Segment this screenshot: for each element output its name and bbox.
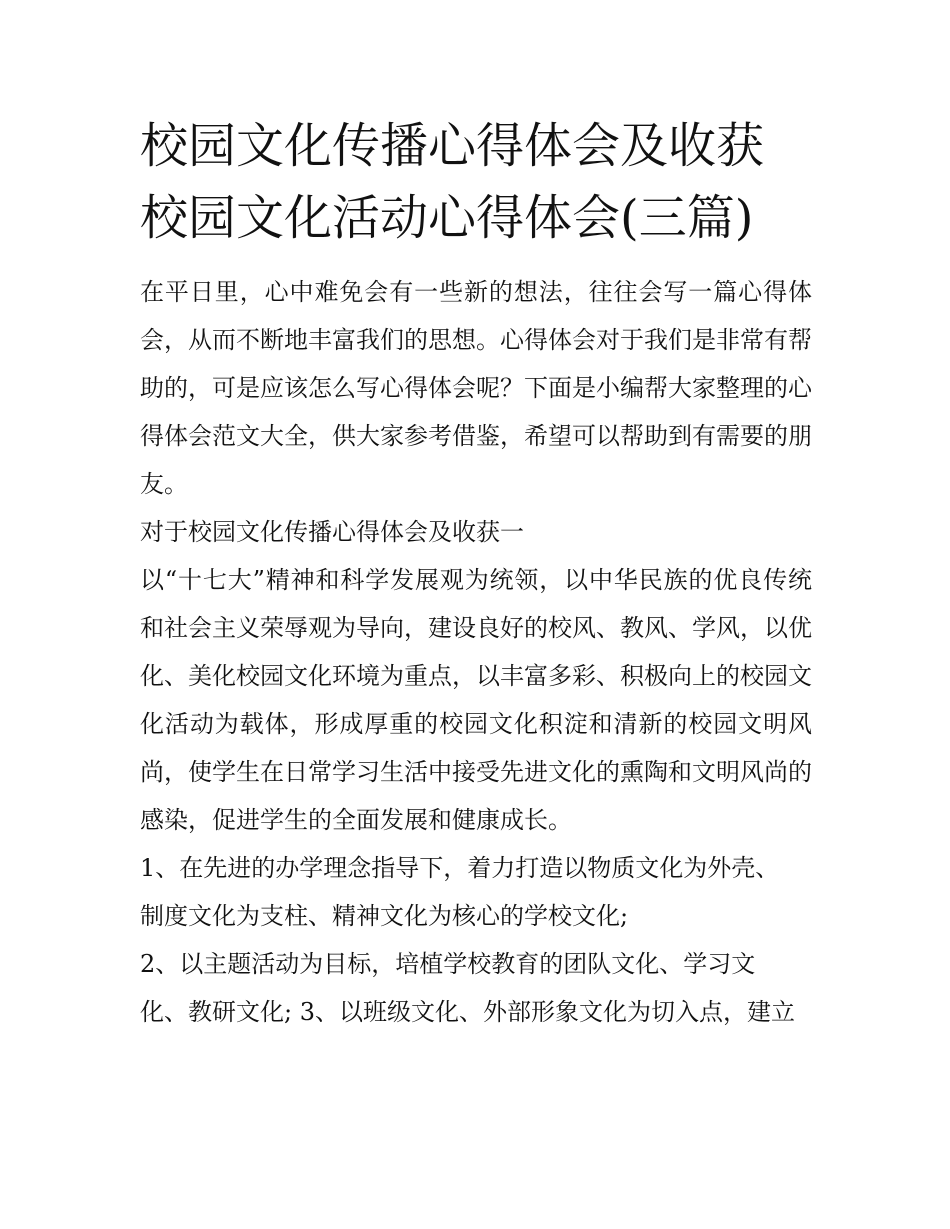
list-item-2-line-1: 2、以主题活动为目标，培植学校教育的团队文化、学习文 [140, 950, 756, 978]
document-body [140, 268, 812, 1036]
list-item-2-line-2: 化、教研文化; 3、以班级文化、外部形象文化为切入点，建立 [140, 998, 795, 1026]
body-paragraph: 以“十七大”精神和科学发展观为统领，以中华民族的优良传统和社会主义荣辱观为导向，建设良好的校风、教风、学风，以优化、美化校园文化环境为重点，以丰富多彩、积极向上的校园文化活动为载体，形成厚重的校园文化积淀和清新的校园文明风尚，使学生在日常学习生活中接受先进文化的熏陶和文明风尚的感染，促进学生的全面发展和健康成长。 [140, 566, 812, 834]
section-heading: 对于校园文化传播心得体会及收获一 [140, 518, 524, 546]
title-line-1: 校园文化传播心得体会及收获 [140, 118, 765, 174]
document-page [140, 110, 812, 1036]
title-line-2: 校园文化活动心得体会(三篇) [140, 190, 754, 246]
list-item-1-line-1: 1、在先进的办学理念指导下，着力打造以物质文化为外壳、 [140, 854, 780, 882]
document-title [140, 110, 812, 254]
list-item-1-line-2: 制度文化为支柱、精神文化为核心的学校文化; [140, 902, 629, 930]
intro-paragraph: 在平日里，心中难免会有一些新的想法，往往会写一篇心得体会，从而不断地丰富我们的思想。心得体会对于我们是非常有帮助的，可是应该怎么写心得体会呢？下面是小编帮大家整理的心得体会范文大全，供大家参考借鉴，希望可以帮助到有需要的朋友。 [140, 278, 812, 498]
